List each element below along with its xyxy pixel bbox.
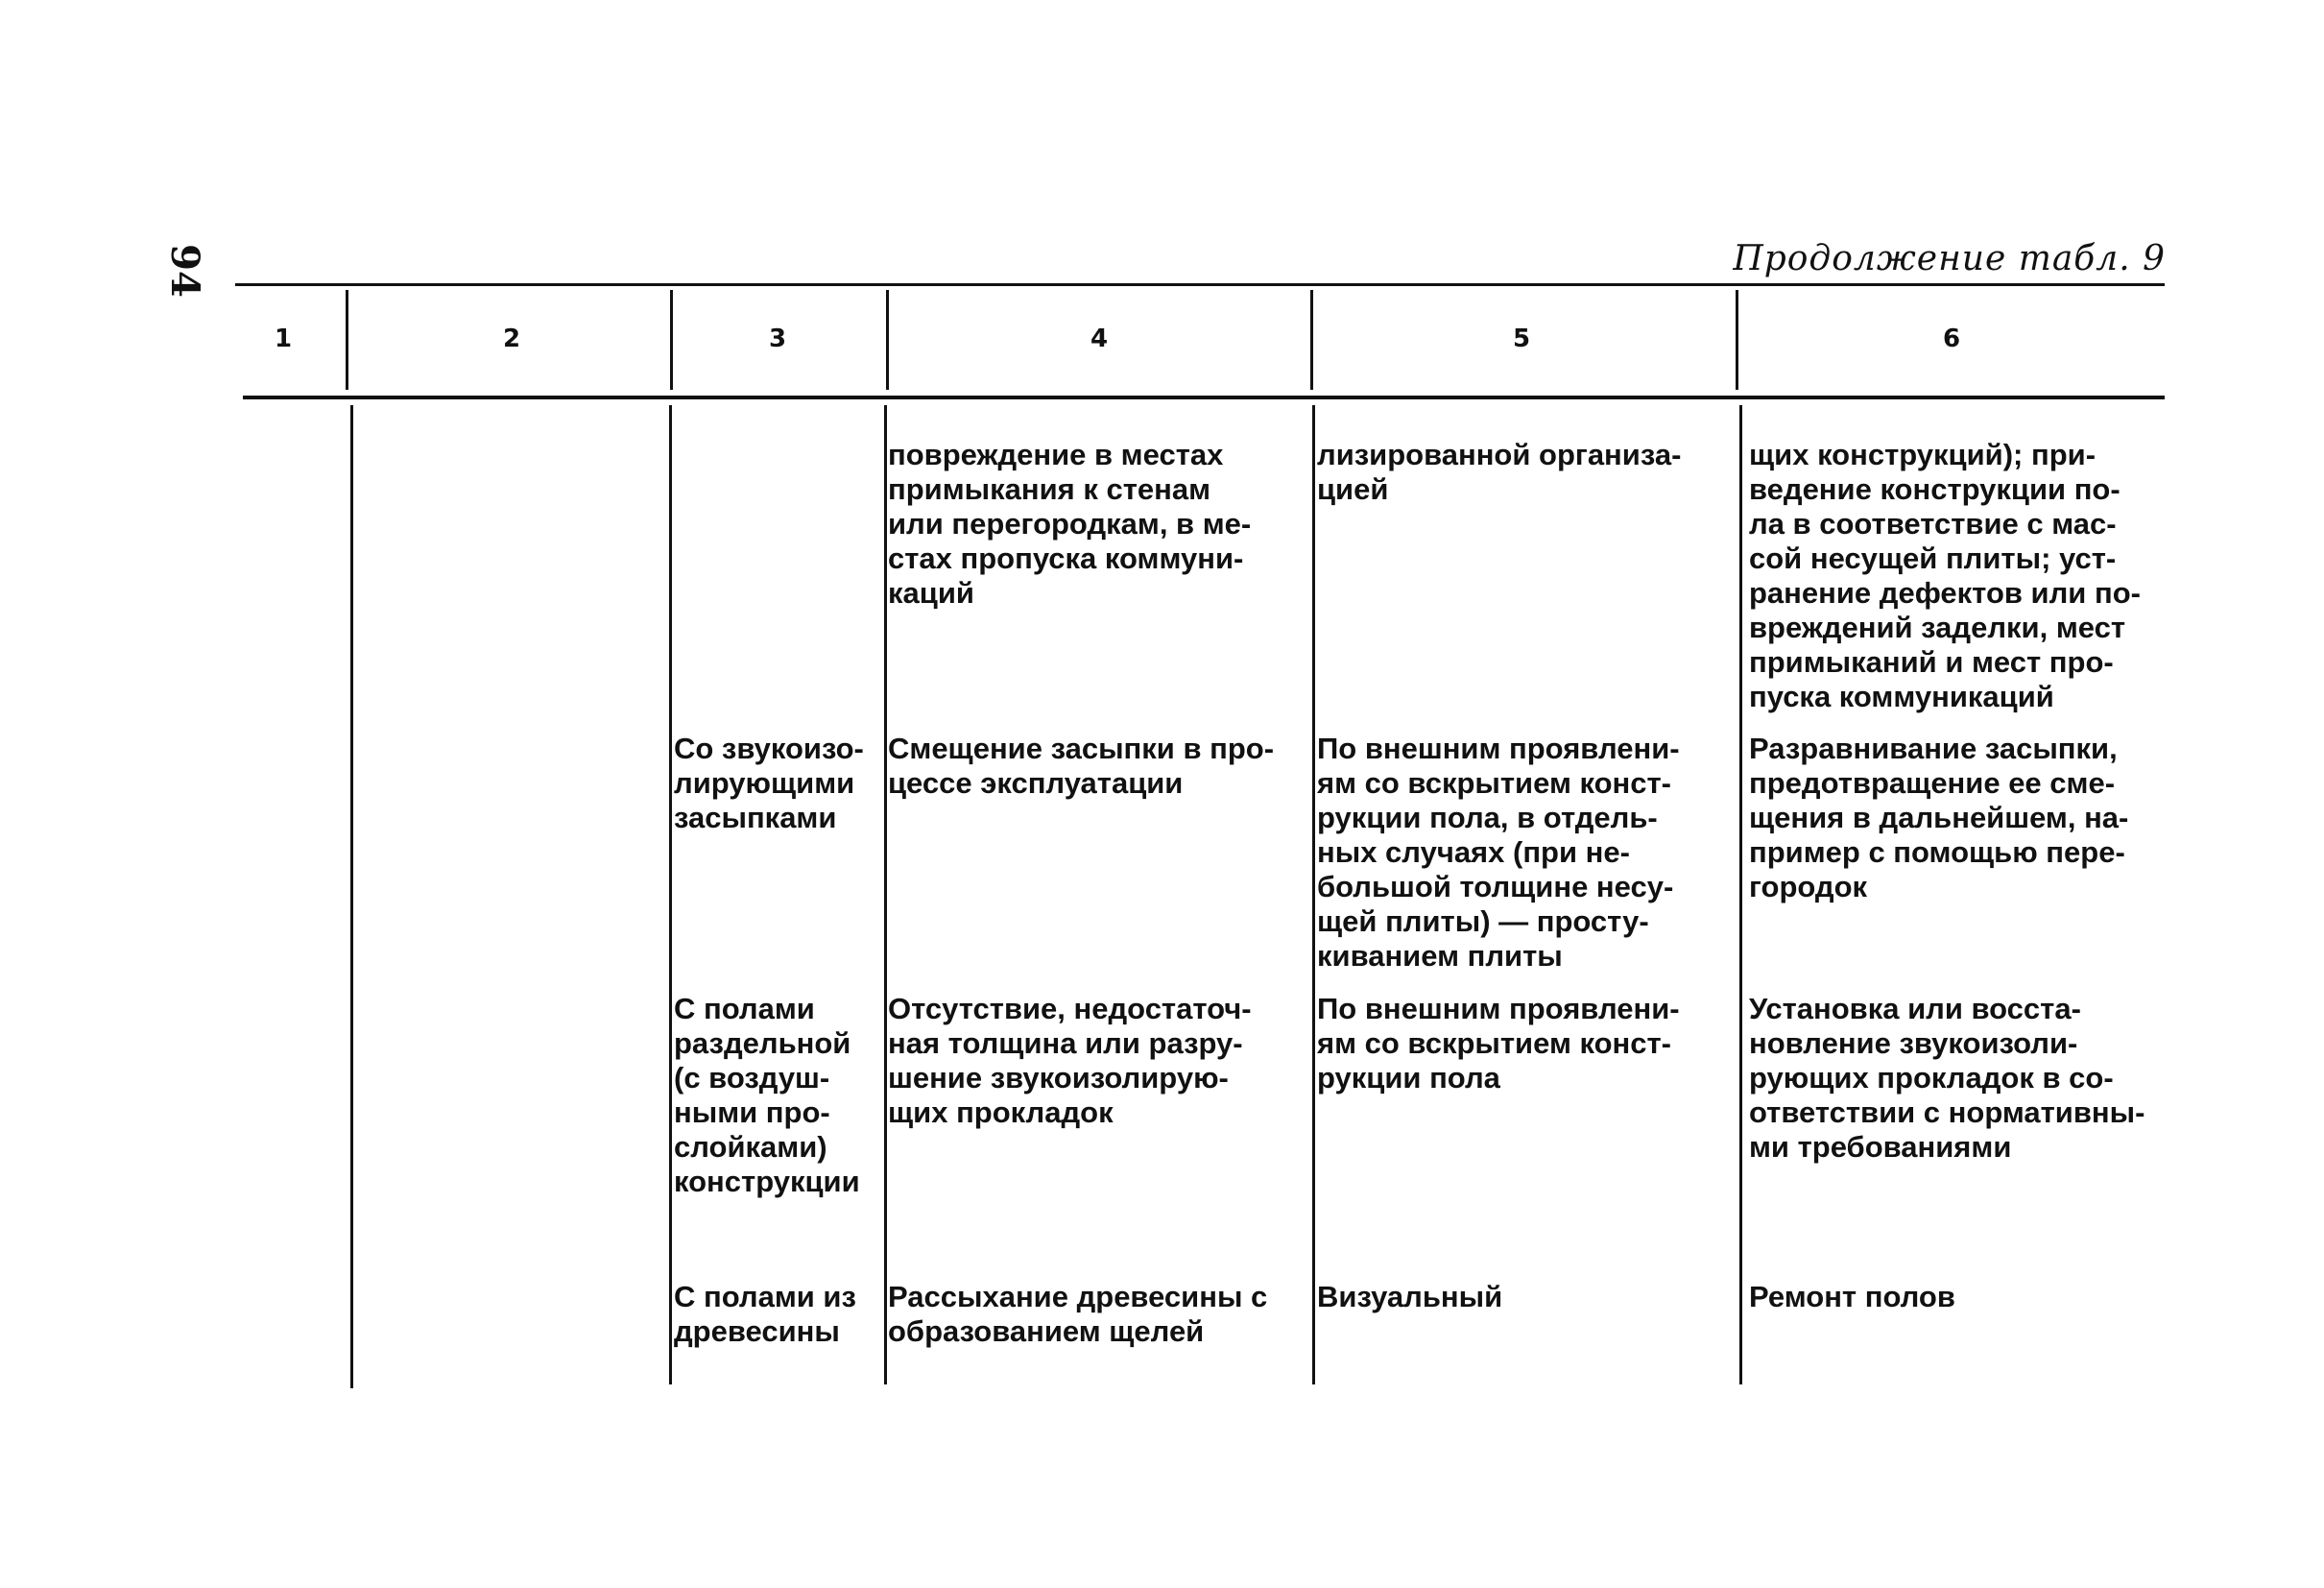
row-2-floor-type-cell: Со звукоизо- лирующими засыпками <box>674 732 864 834</box>
column-number-6: 6 <box>1942 325 1961 353</box>
body-divider-3-4 <box>884 405 887 1384</box>
row-4-remedy-cell: Ремонт полов <box>1749 1280 1955 1313</box>
row-3-inspection-method-cell: По внешним проявлени- ям со вскрытием конст- рукции пола <box>1317 992 1680 1095</box>
header-divider-3-4 <box>886 290 889 390</box>
page-number: 94 <box>162 244 207 298</box>
header-divider-4-5 <box>1310 290 1313 390</box>
table-top-rule <box>235 283 2165 286</box>
body-divider-5-6 <box>1739 405 1742 1384</box>
row-4-inspection-method-cell: Визуальный <box>1317 1280 1503 1313</box>
row-1-inspection-method-cell: лизированной организа- цией <box>1317 438 1682 506</box>
row-1-defect-cell: повреждение в местах примыкания к стенам или перегородкам, в ме- стах пропуска коммуни- каций <box>888 438 1252 610</box>
column-number-1: 1 <box>274 325 293 353</box>
column-number-5: 5 <box>1512 325 1531 353</box>
row-2-defect-cell: Смещение засыпки в про- цессе эксплуатации <box>888 732 1275 800</box>
body-divider-2-3 <box>669 405 672 1384</box>
row-2-remedy-cell: Разравнивание засыпки, предотвращение ее сме- щения в дальнейшем, на- пример с помощью пере- городок <box>1749 732 2129 903</box>
row-3-defect-cell: Отсутствие, недостаточ- ная толщина или разру- шение звукоизолирую- щих прокладок <box>888 992 1252 1129</box>
row-4-defect-cell: Рассыхание древесины с образованием щелей <box>888 1280 1268 1348</box>
column-number-3: 3 <box>768 325 787 353</box>
row-4-floor-type-cell: С полами из древесины <box>674 1280 856 1348</box>
header-divider-1-2 <box>346 290 348 390</box>
body-divider-1-2 <box>350 405 353 1388</box>
row-3-remedy-cell: Установка или восста- новление звукоизоли- рующих прокладок в со- ответствии с нормативны- ми требованиями <box>1749 992 2145 1164</box>
header-divider-2-3 <box>670 290 673 390</box>
header-divider-5-6 <box>1736 290 1738 390</box>
column-number-2: 2 <box>502 325 521 353</box>
body-divider-4-5 <box>1312 405 1315 1384</box>
header-bottom-rule <box>243 396 2165 399</box>
column-number-4: 4 <box>1090 325 1109 353</box>
table-caption: Продолжение табл. 9 <box>1733 239 2166 278</box>
row-3-floor-type-cell: С полами раздельной (с воздуш- ными про- слойками) конструкции <box>674 992 860 1198</box>
row-1-remedy-cell: щих конструкций); при- ведение конструкции по- ла в соответствие с мас- сой несущей плиты; уст- ранение дефектов или по- вреждений заделки, мест примыканий и мест про- пуска коммуникаций <box>1749 438 2141 713</box>
row-2-inspection-method-cell: По внешним проявлени- ям со вскрытием конст- рукции пола, в отдель- ных случаях (при не- большой толщине несу- щей плиты) — просту- киванием плиты <box>1317 732 1680 973</box>
